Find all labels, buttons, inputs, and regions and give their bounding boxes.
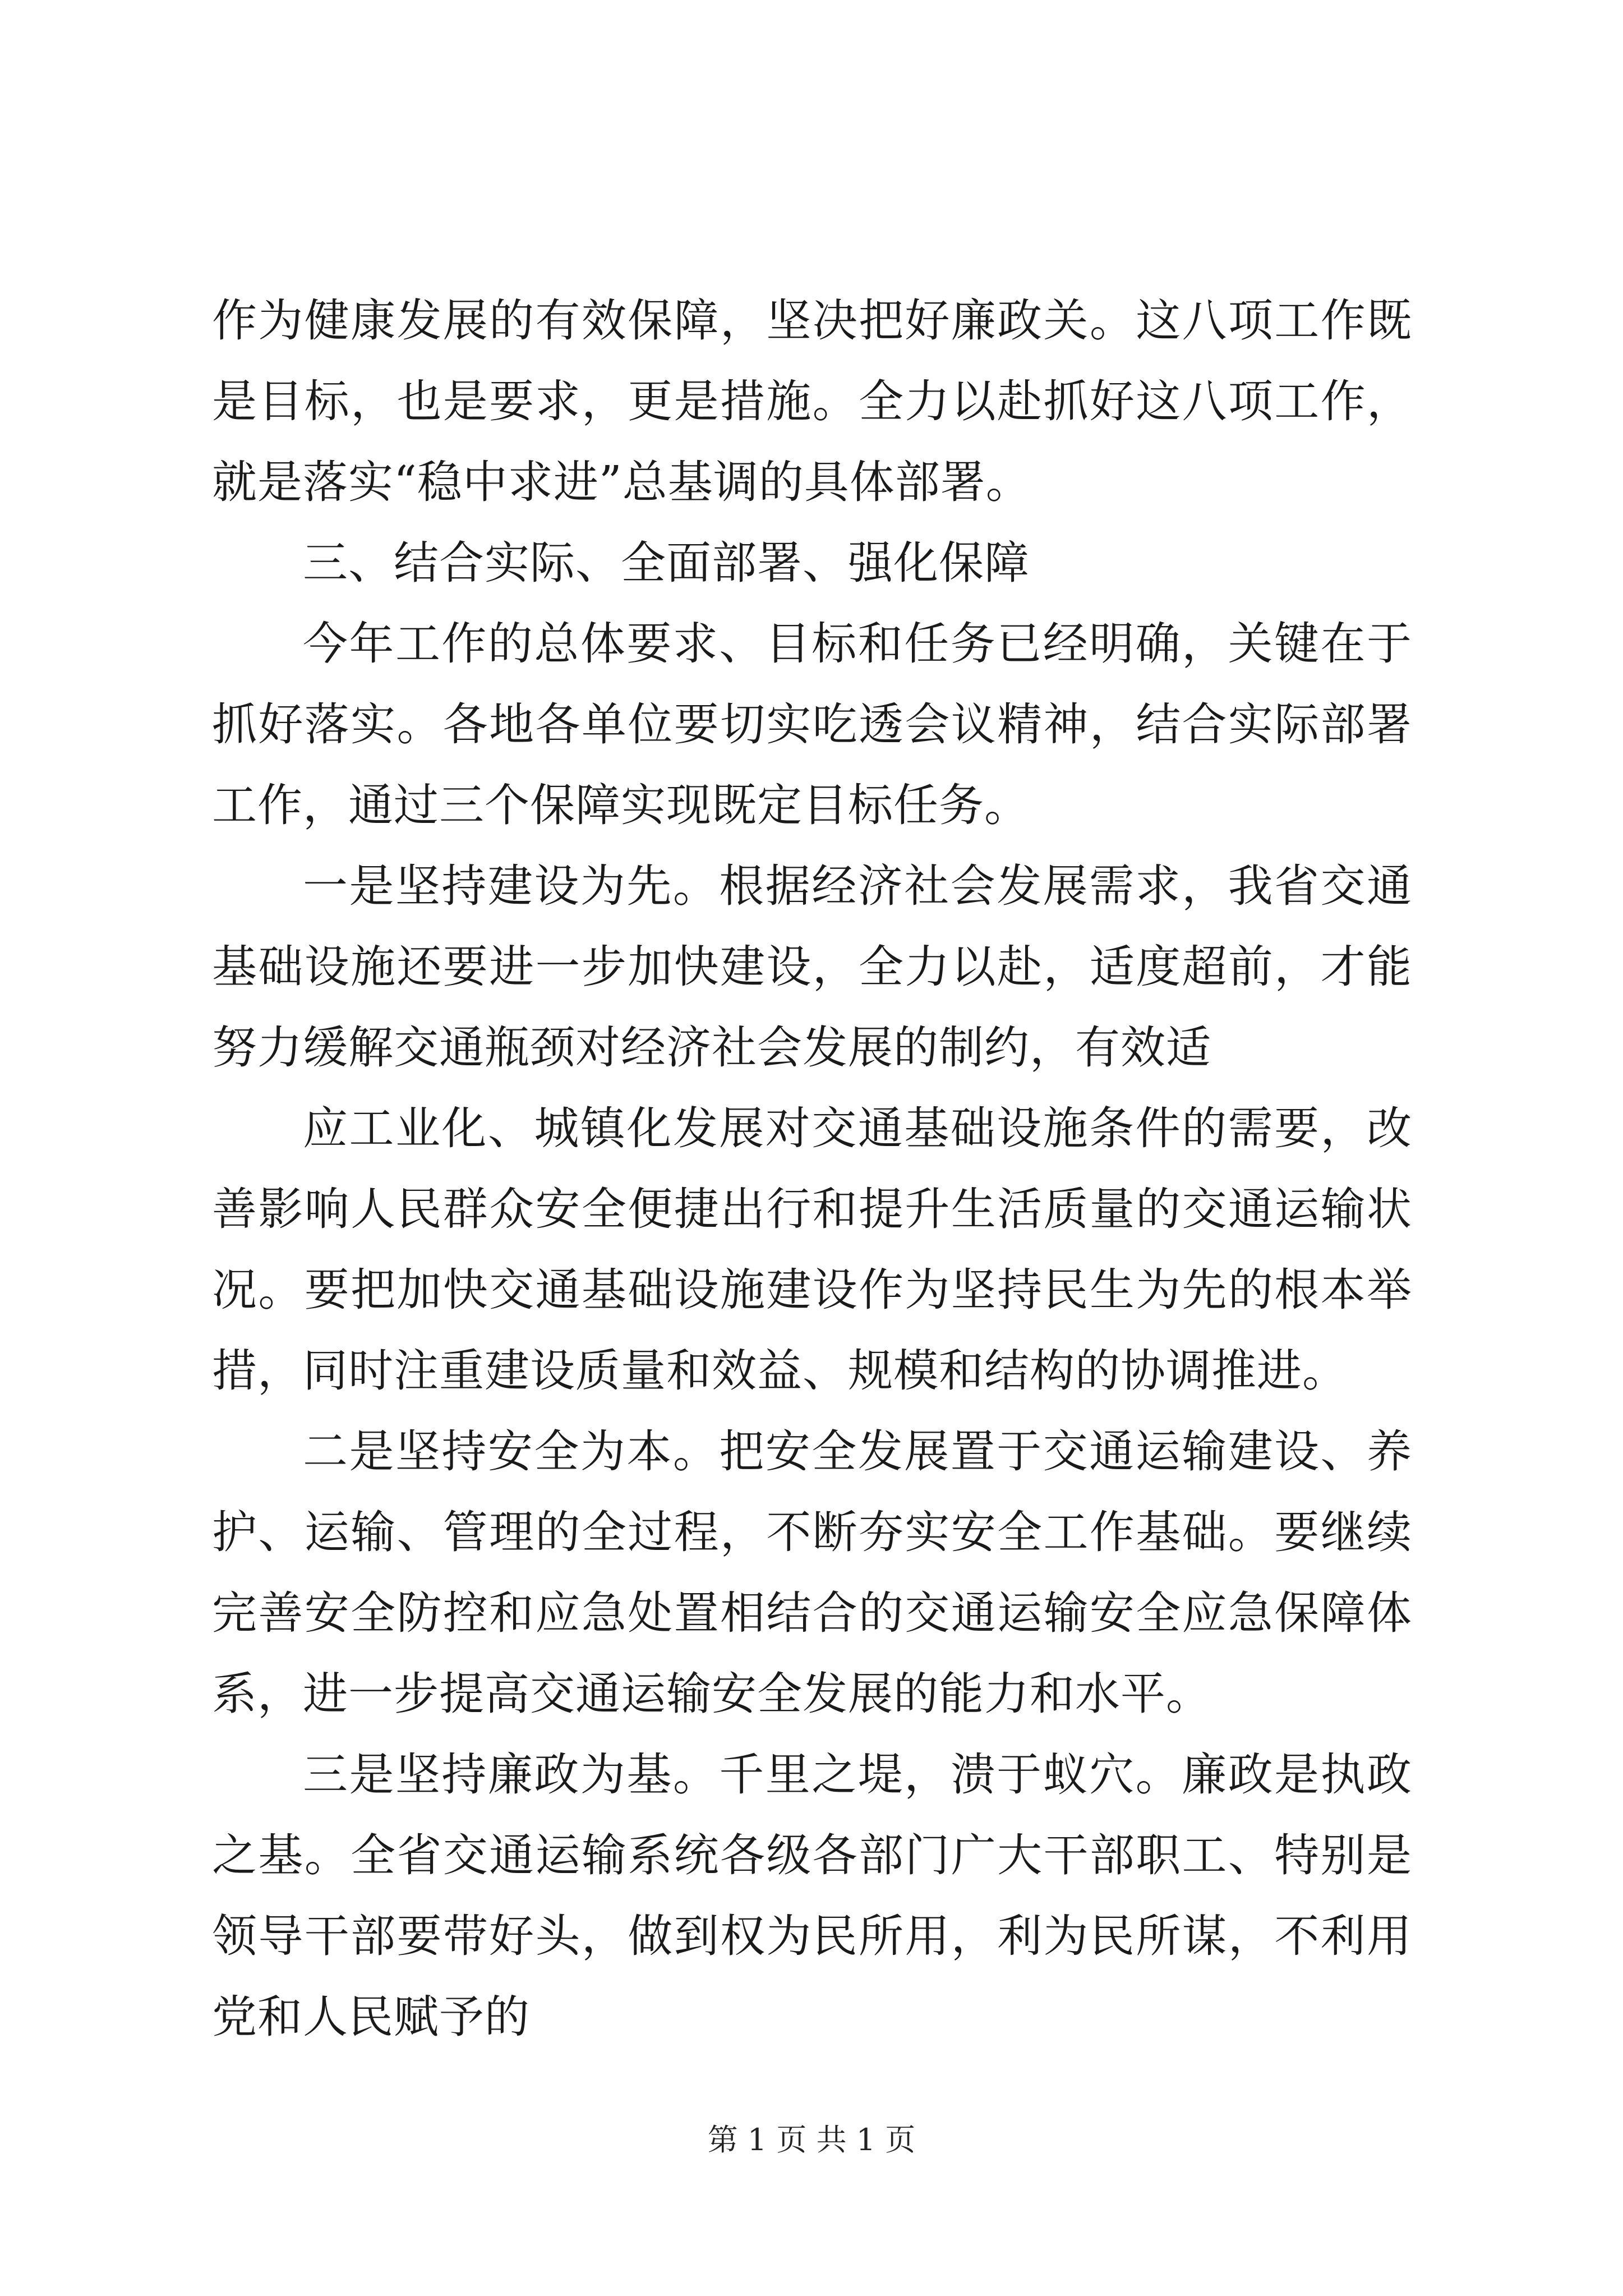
paragraph-continuation: 作为健康发展的有效保障，坚决把好廉政关。这八项工作既是目标，也是要求，更是措施。全力以赴抓好这八项工作，就是落实“稳中求进”总基调的具体部署。 (212, 295, 1412, 508)
section-heading: 三、结合实际、全面部署、强化保障 (303, 537, 1030, 589)
paragraph-safety: 二是坚持安全为本。把安全发展置于交通运输建设、养护、运输、管理的全过程，不断夯实安全工作基础。要继续完善安全防控和应急处置相结合的交通运输安全应急保障体系，进一步提高交通运输安全发展的能力和水平。 (212, 1425, 1412, 1720)
paragraph-construction: 一是坚持建设为先。根据经济社会发展需求，我省交通基础设施还要进一步加快建设，全力以赴，适度超前，才能努力缓解交通瓶颈对经济社会发展的制约，有效适 (212, 860, 1412, 1074)
paragraph-construction-continued: 应工业化、城镇化发展对交通基础设施条件的需要，改善影响人民群众安全便捷出行和提升生活质量的交通运输状况。要把加快交通基础设施建设作为坚持民生为先的根本举措，同时注重建设质量和效益、规模和结构的协调推进。 (212, 1102, 1412, 1397)
paragraph-integrity: 三是坚持廉政为基。千里之堤，溃于蚁穴。廉政是执政之基。全省交通运输系统各级各部门广大干部职工、特别是领导干部要带好头，做到权为民所用，利为民所谋，不利用党和人民赋予的 (212, 1749, 1412, 2043)
paragraph-overview: 今年工作的总体要求、目标和任务已经明确，关键在于抓好落实。各地各单位要切实吃透会议精神，结合实际部署工作，通过三个保障实现既定目标任务。 (212, 618, 1412, 831)
document-body (212, 280, 1412, 2058)
page-number-footer: 第 1 页 共 1 页 (707, 2122, 916, 2157)
